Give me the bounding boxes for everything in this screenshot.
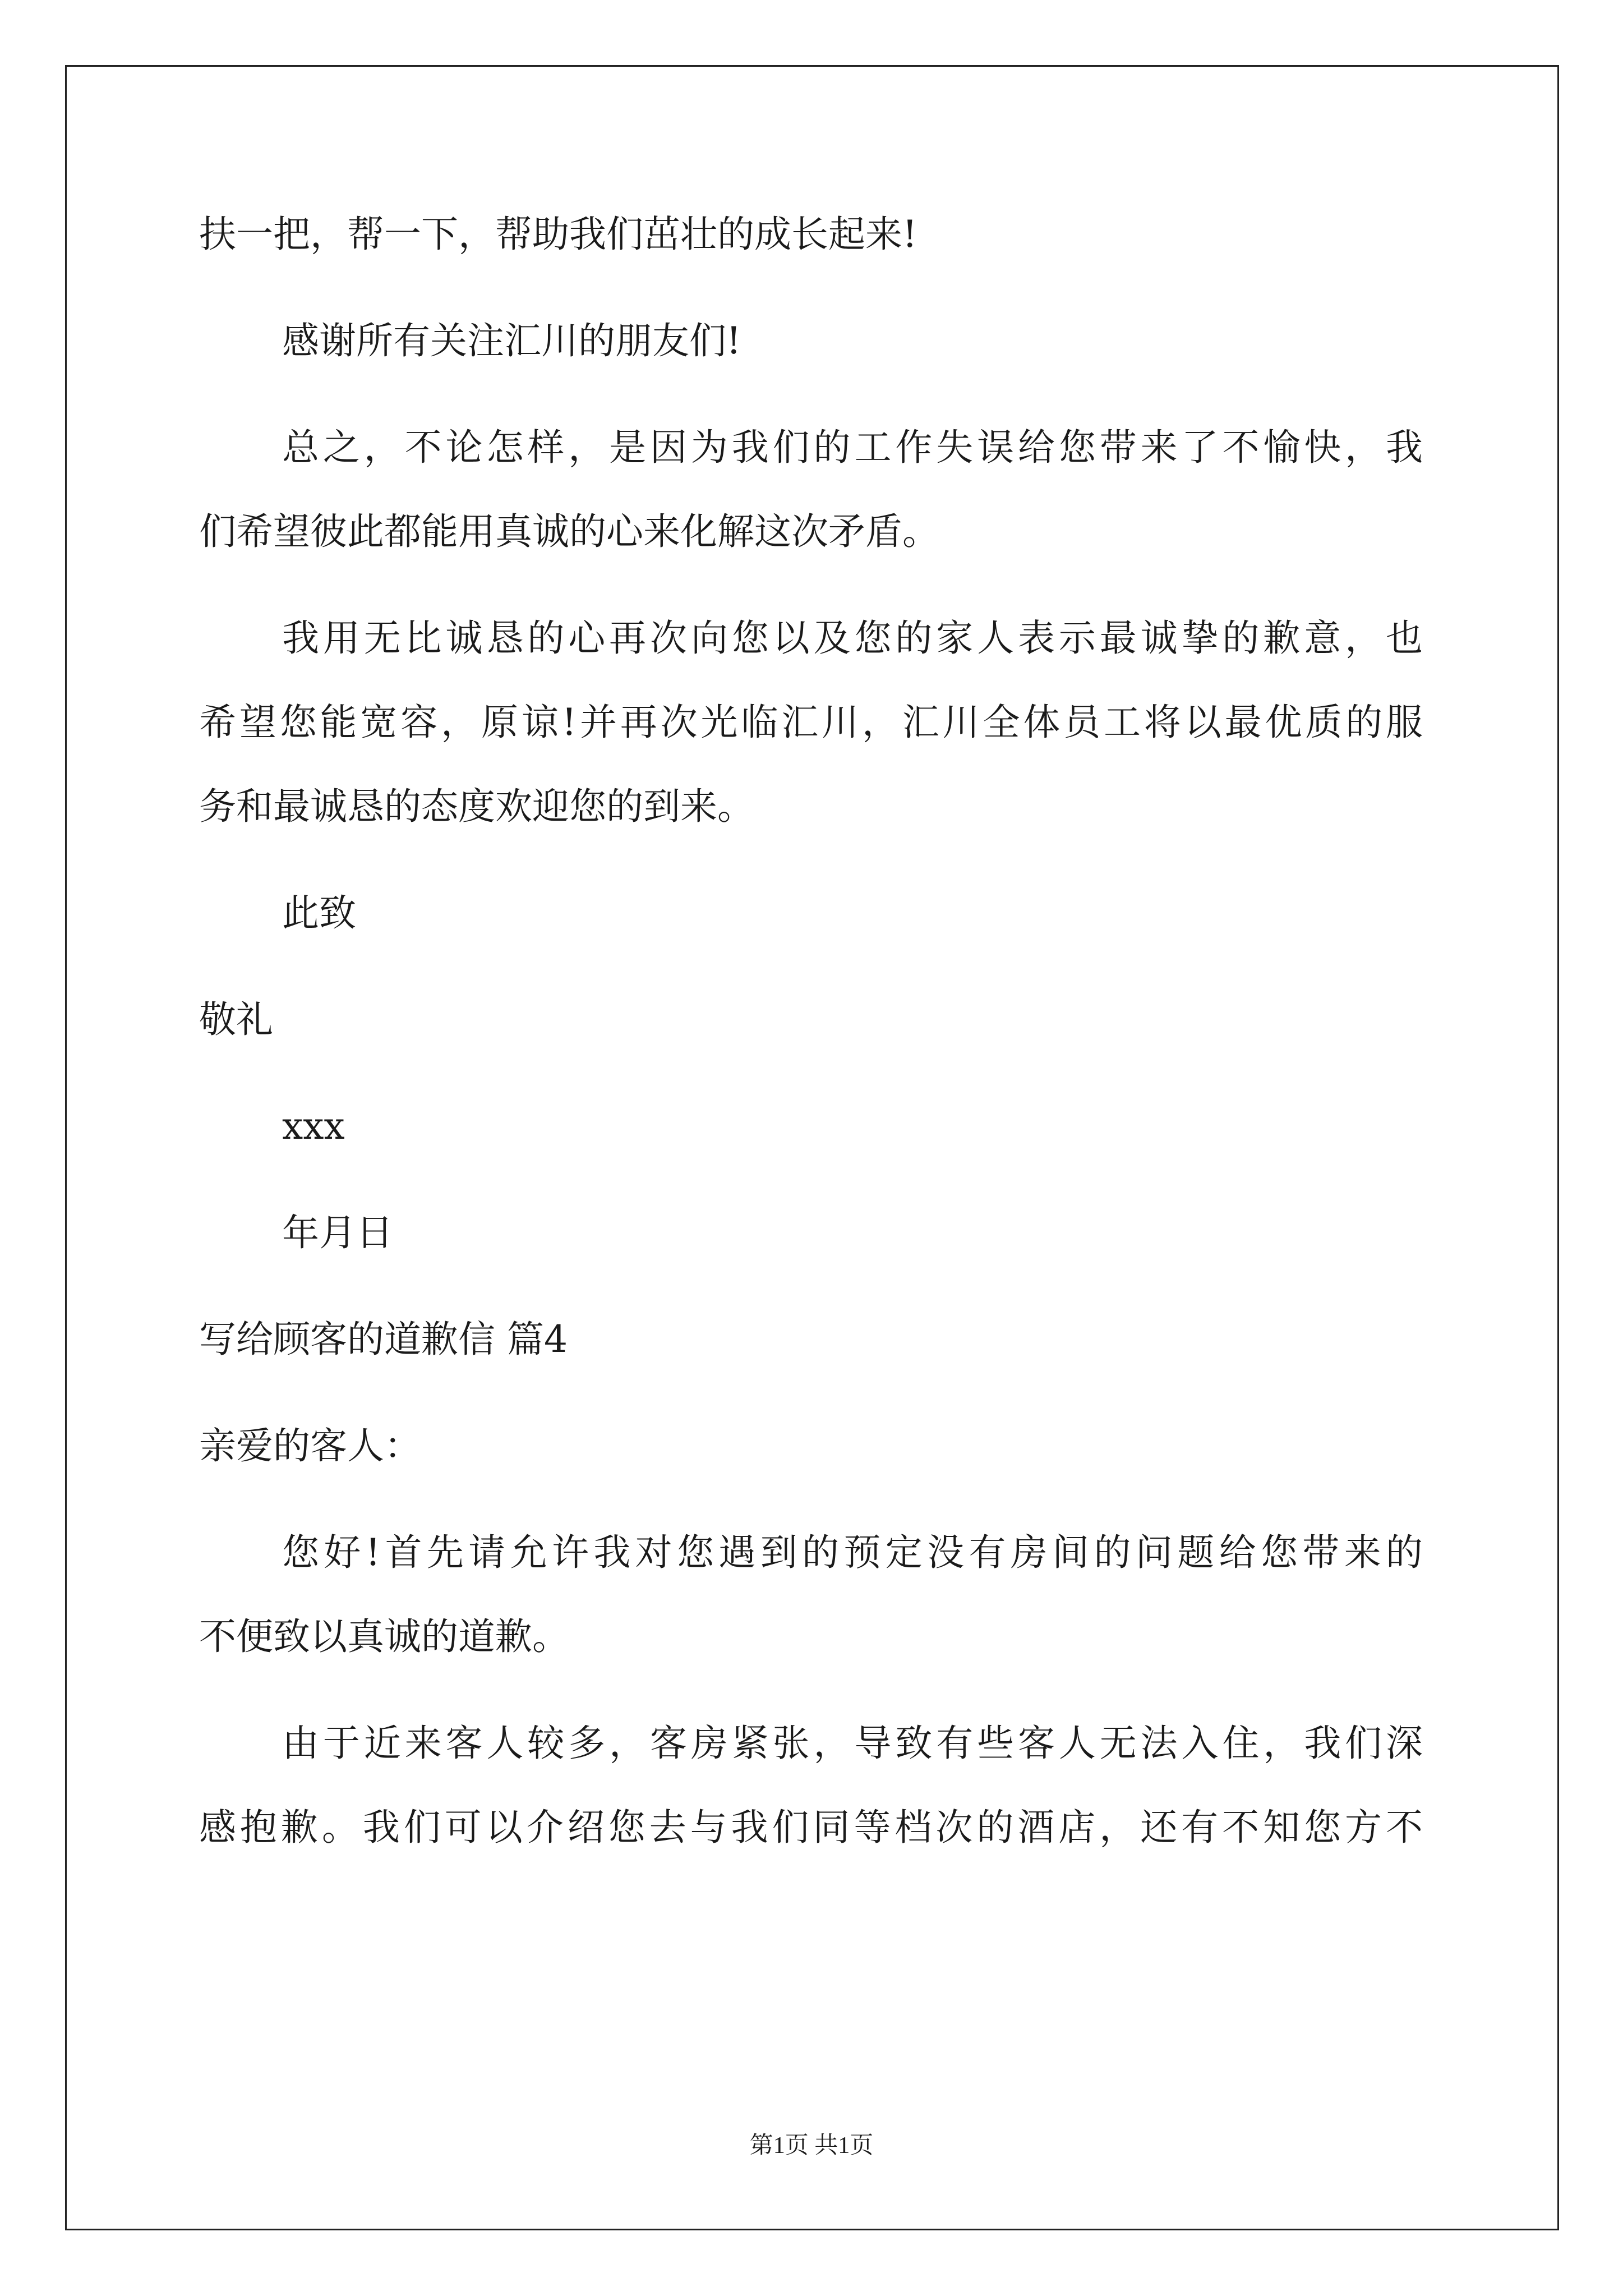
text-line-17: 感抱歉。我们可以介绍您去与我们同等档次的酒店，还有不知您方不 [199, 1806, 1423, 1849]
text-line-11: 年月日 [282, 1211, 393, 1254]
text-line-2: 感谢所有关注汇川的朋友们! [282, 319, 741, 362]
text-line-9: 敬礼 [199, 998, 273, 1041]
text-line-1: 扶一把，帮一下，帮助我们茁壮的成长起来! [199, 213, 917, 256]
text-line-15: 不便致以真诚的道歉。 [199, 1615, 569, 1658]
text-line-7: 务和最诚恳的态度欢迎您的到来。 [199, 785, 754, 828]
text-line-5: 我用无比诚恳的心再次向您以及您的家人表示最诚挚的歉意，也 [282, 616, 1423, 660]
page-number: 第1页 共1页 [749, 2133, 874, 2159]
text-line-3: 总之，不论怎样，是因为我们的工作失误给您带来了不愉快，我 [282, 426, 1423, 469]
section-heading: 写给顾客的道歉信 篇4 [199, 1318, 568, 1361]
text-line-4: 们希望彼此都能用真诚的心来化解这次矛盾。 [199, 510, 939, 553]
text-line-13: 亲爱的客人： [199, 1424, 421, 1467]
text-line-6: 希望您能宽容，原谅!并再次光临汇川，汇川全体员工将以最优质的服 [199, 701, 1423, 744]
text-line-10: xxx [282, 1105, 345, 1148]
text-line-14: 您好!首先请允许我对您遇到的预定没有房间的问题给您带来的 [282, 1531, 1423, 1574]
text-line-8: 此致 [282, 891, 356, 935]
text-line-16: 由于近来客人较多，客房紧张，导致有些客人无法入住，我们深 [282, 1722, 1423, 1765]
